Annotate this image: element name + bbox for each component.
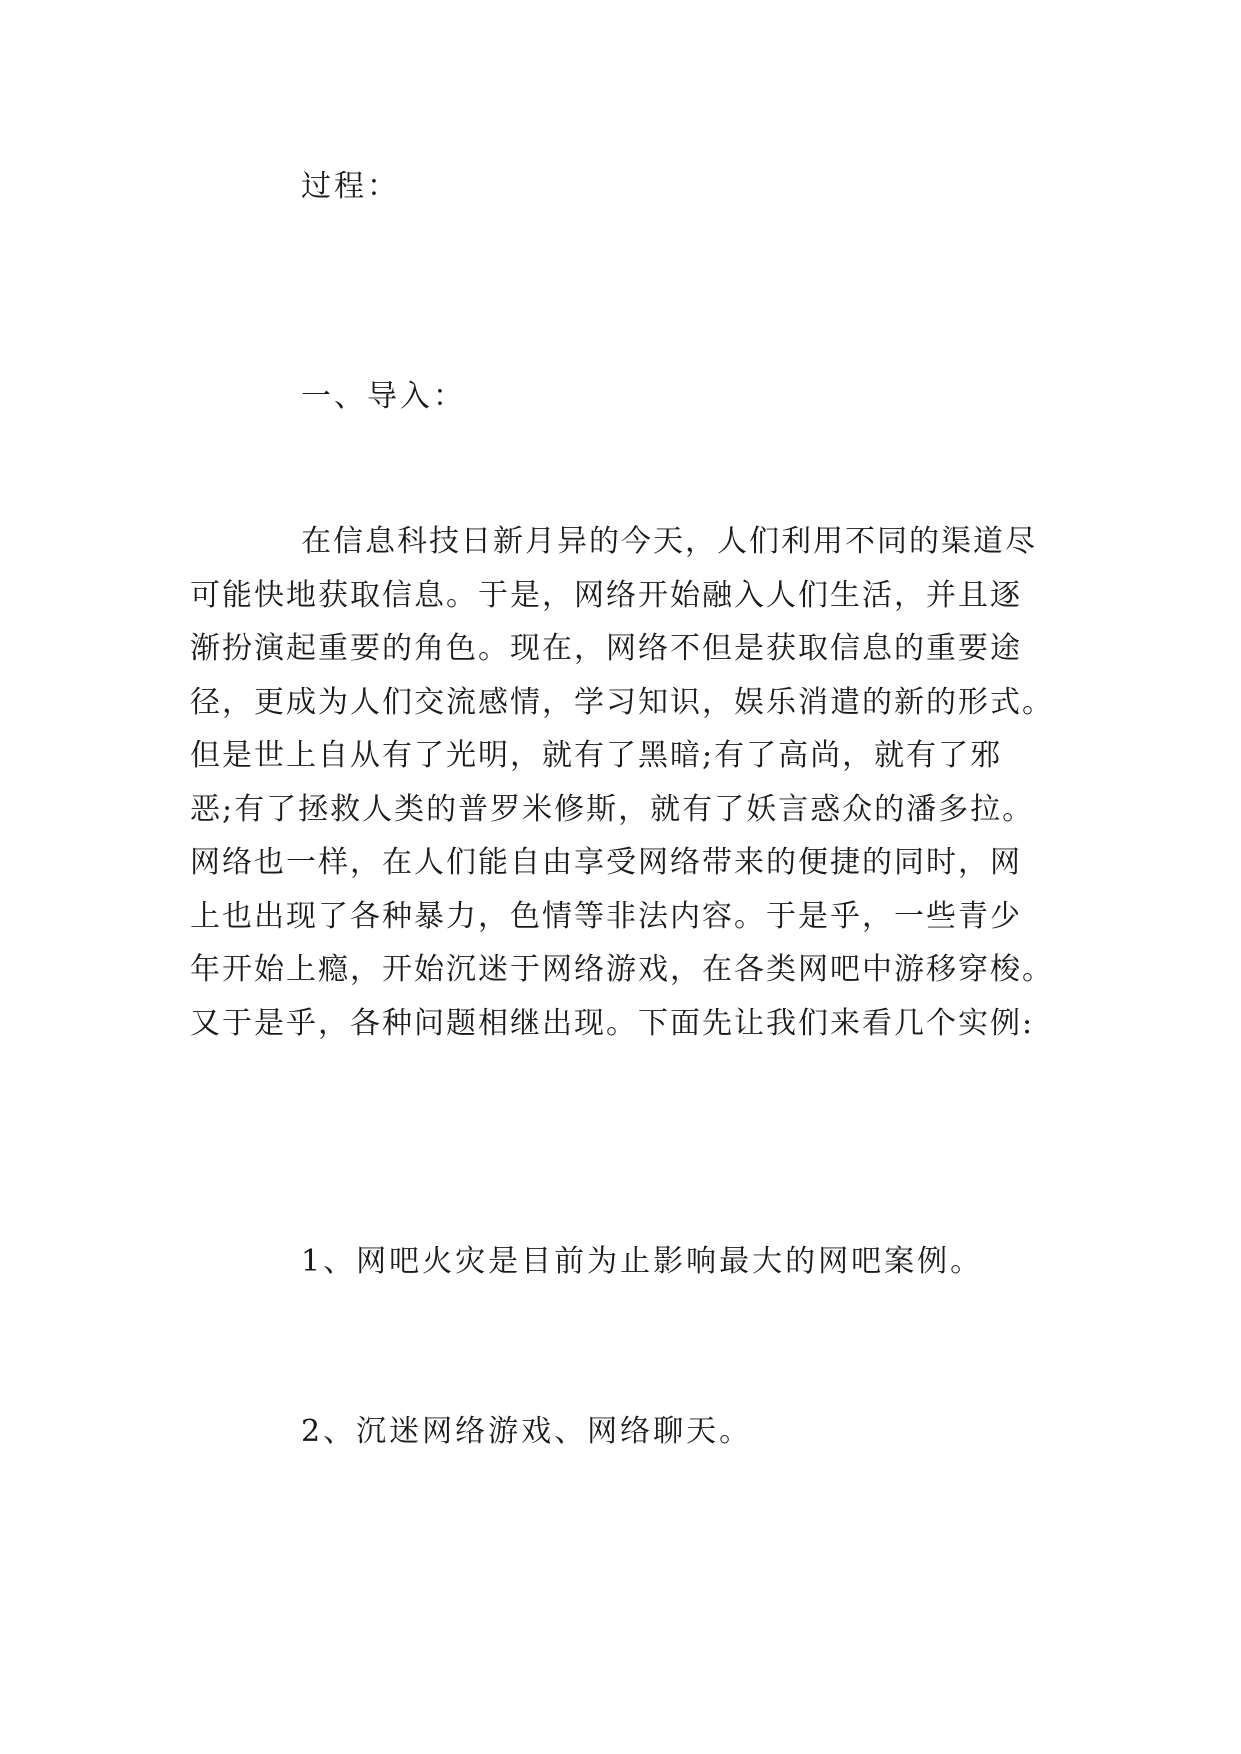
heading-intro: 一、导入： bbox=[301, 379, 466, 414]
heading-process: 过程： bbox=[301, 169, 400, 204]
paragraph-line: 上也出现了各种暴力，色情等非法内容。于是乎，一些青少 bbox=[190, 898, 1022, 934]
paragraph-line: 径，更成为人们交流感情，学习知识，娱乐消遣的新的形式。 bbox=[190, 684, 1054, 720]
paragraph-line: 渐扮演起重要的角色。现在，网络不但是获取信息的重要途 bbox=[190, 631, 1022, 666]
paragraph-line: 在信息科技日新月异的今天，人们利用不同的渠道尽 bbox=[301, 524, 1037, 559]
paragraph-line: 又于是乎，各种问题相继出现。下面先让我们来看几个实例: bbox=[190, 1005, 1035, 1041]
paragraph-line: 恶;有了拯救人类的普罗米修斯，就有了妖言惑众的潘多拉。 bbox=[190, 791, 1035, 827]
paragraph-line: 可能快地获取信息。于是，网络开始融入人们生活，并且逐 bbox=[190, 577, 1022, 613]
paragraph-line: 但是世上自从有了光明，就有了黑暗;有了高尚，就有了邪 bbox=[190, 738, 1003, 773]
paragraph-line: 网络也一样，在人们能自由享受网络带来的便捷的同时，网 bbox=[190, 845, 1022, 880]
list-item-1: 1、网吧火灾是目前为止影响最大的网吧案例。 bbox=[301, 1244, 984, 1279]
intro-paragraph bbox=[190, 515, 1060, 1050]
paragraph-line: 年开始上瘾，开始沉迷于网络游戏，在各类网吧中游移穿梭。 bbox=[190, 952, 1054, 987]
list-item-2: 2、沉迷网络游戏、网络聊天。 bbox=[301, 1414, 753, 1449]
